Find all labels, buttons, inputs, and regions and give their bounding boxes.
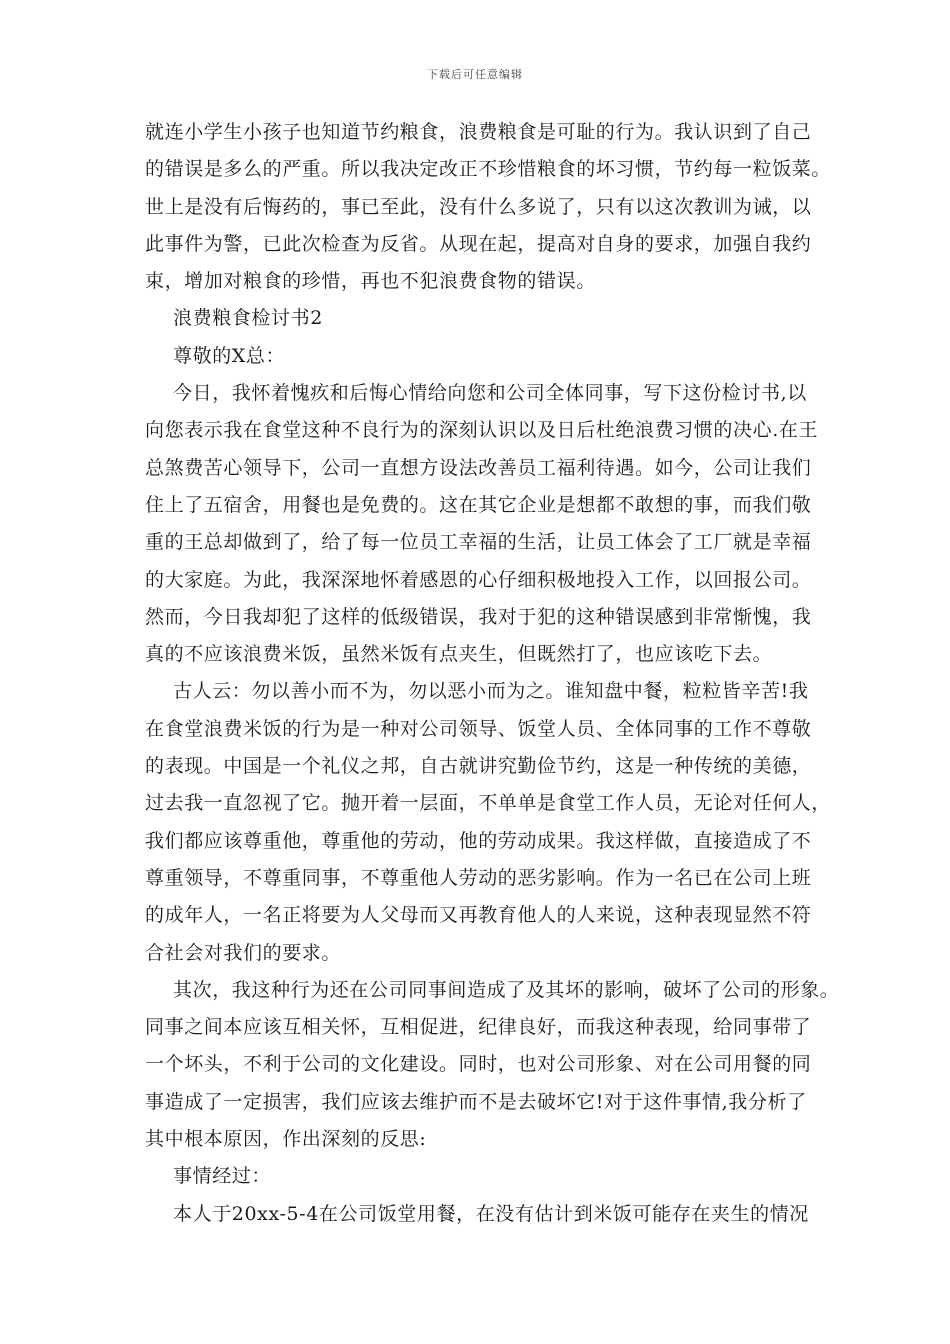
text-line: 一个坏头，不利于公司的文化建设。同时，也对公司形象、对在公司用餐的同 bbox=[145, 1053, 812, 1076]
text-line: 束，增加对粮食的珍惜，再也不犯浪费食物的错误。 bbox=[145, 270, 596, 293]
text-line: 然而，今日我却犯了这样的低级错误，我对于犯的这种错误感到非常惭愧，我 bbox=[145, 605, 812, 628]
text-line: 真的不应该浪费米饭，虽然米饭有点夹生，但既然打了，也应该吃下去。 bbox=[145, 643, 773, 666]
text-line: 事造成了一定损害，我们应该去维护而不是去破坏它!对于这件事情,我分析了 bbox=[145, 1090, 807, 1113]
text-line: 此事件为警，已此次检查为反省。从现在起，提高对自身的要求，加强自我约 bbox=[145, 232, 812, 255]
text-line: 重的王总却做到了，给了每一位员工幸福的生活，让员工体会了工厂就是幸福 bbox=[145, 531, 812, 554]
page-header: 下载后可任意编辑 bbox=[427, 68, 523, 81]
text-line: 世上是没有后悔药的，事已至此，没有什么多说了，只有以这次教训为诫，以 bbox=[145, 195, 812, 218]
text-line: 的大家庭。为此，我深深地怀着感恩的心仔细积极地投入工作，以回报公司。 bbox=[145, 568, 812, 591]
text-line: 就连小学生小孩子也知道节约粮食，浪费粮食是可耻的行为。我认识到了自己 bbox=[145, 121, 812, 143]
text-line: 的成年人，一名正将要为人父母而又再教育他人的人来说，这种表现显然不符 bbox=[145, 904, 812, 927]
text-line: 过去我一直忽视了它。抛开着一层面，不单单是食堂工作人员，无论对任何人， bbox=[145, 792, 832, 815]
text-line: 本人于20xx-5-4在公司饭堂用餐，在没有估计到米饭可能存在夹生的情况 bbox=[173, 1202, 809, 1225]
document-body bbox=[145, 114, 840, 1233]
text-line: 其次，我这种行为还在公司同事间造成了及其坏的影响，破坏了公司的形象。 bbox=[173, 978, 840, 1001]
subheading: 事情经过： bbox=[173, 1165, 272, 1188]
text-line: 其中根本原因，作出深刻的反思: bbox=[145, 1128, 427, 1151]
text-line: 尊重领导，不尊重同事，不尊重他人劳动的恶劣影响。作为一名已在公司上班 bbox=[145, 866, 812, 889]
text-line: 我们都应该尊重他，尊重他的劳动，他的劳动成果。我这样做，直接造成了不 bbox=[145, 829, 812, 852]
text-line: 的错误是多么的严重。所以我决定改正不珍惜粮食的坏习惯，节约每一粒饭菜。 bbox=[145, 158, 832, 181]
text-line: 在食堂浪费米饭的行为是一种对公司领导、饭堂人员、全体同事的工作不尊敬 bbox=[145, 717, 812, 740]
text-line: 的表现。中国是一个礼仪之邦，自古就讲究勤俭节约，这是一种传统的美德， bbox=[145, 755, 812, 778]
text-line: 向您表示我在食堂这种不良行为的深刻认识以及日后杜绝浪费习惯的决心.在王 bbox=[145, 419, 819, 442]
salutation: 尊敬的X总： bbox=[173, 344, 286, 367]
text-line: 总煞费苦心领导下，公司一直想方设法改善员工福利待遇。如今，公司让我们 bbox=[145, 456, 812, 479]
text-line: 今日，我怀着愧疚和后悔心情给向您和公司全体同事，写下这份检讨书,以 bbox=[173, 382, 807, 405]
text-line: 住上了五宿舍，用餐也是免费的。这在其它企业是想都不敢想的事，而我们敬 bbox=[145, 493, 812, 516]
text-line: 合社会对我们的要求。 bbox=[145, 941, 342, 964]
section-title: 浪费粮食检讨书2 bbox=[173, 307, 323, 330]
text-line: 同事之间本应该互相关怀，互相促进，纪律良好，而我这种表现，给同事带了 bbox=[145, 1016, 812, 1039]
text-line: 古人云：勿以善小而不为，勿以恶小而为之。谁知盘中餐，粒粒皆辛苦!我 bbox=[173, 680, 809, 703]
